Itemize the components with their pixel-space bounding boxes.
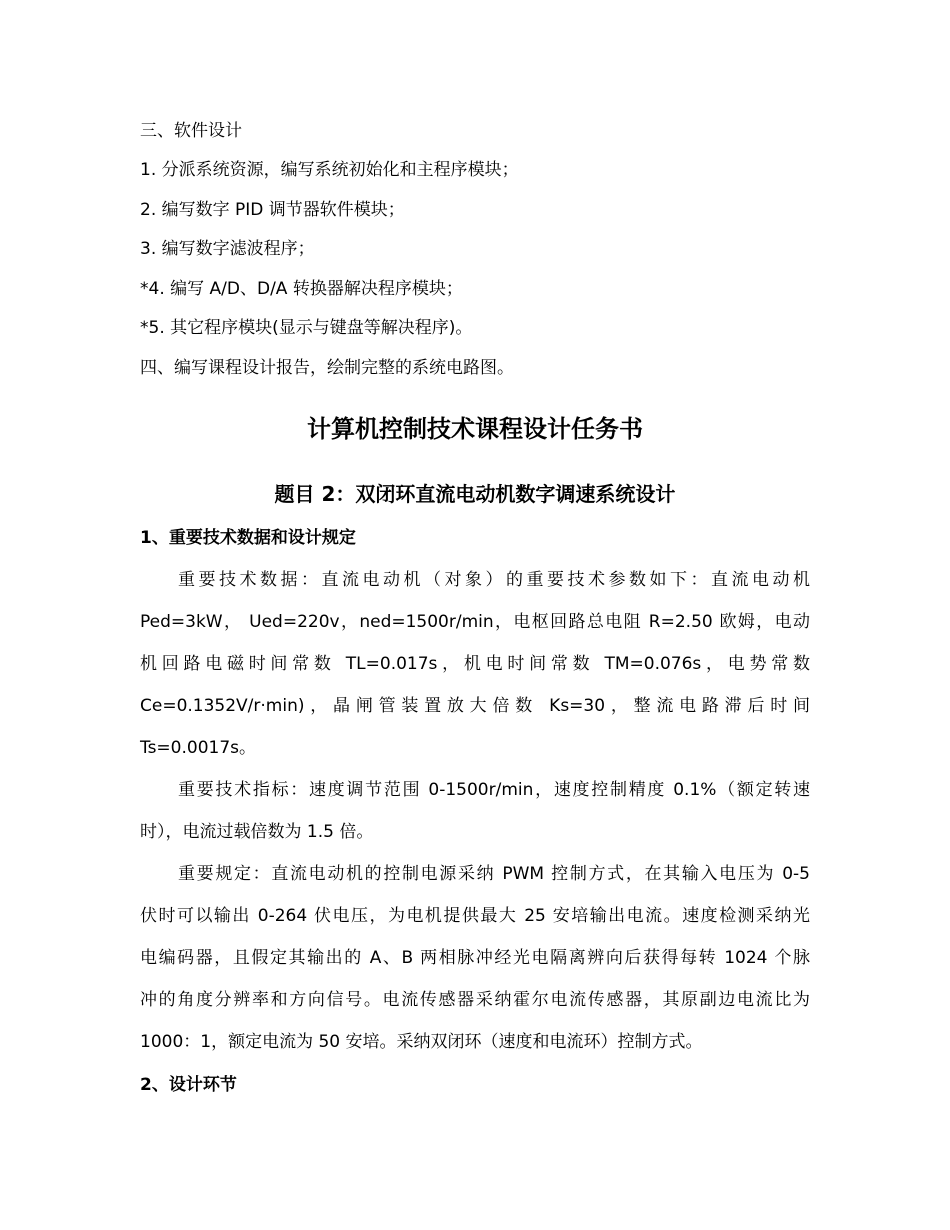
paragraph-line: 伏时可以输出 0-264 伏电压，为电机提供最大 25 安培输出电流。速度检测采纳光 bbox=[140, 906, 810, 926]
subject-title: 题目 2：双闭环直流电动机数字调速系统设计 bbox=[274, 482, 676, 506]
list-item: 3. 编写数字滤波程序； bbox=[140, 239, 315, 259]
paragraph-line: Ts=0.0017s。 bbox=[140, 738, 257, 758]
paragraph-line: 重要技术数据：直流电动机（对象）的重要技术参数如下：直流电动机 bbox=[178, 570, 810, 590]
section-heading-report: 四、编写课程设计报告，绘制完整的系统电路图。 bbox=[140, 358, 514, 378]
paragraph-line: 重要规定：直流电动机的控制电源采纳 PWM 控制方式，在其输入电压为 0-5 bbox=[178, 864, 810, 884]
section-heading-software-design: 三、软件设计 bbox=[140, 121, 242, 141]
list-item: 1. 分派系统资源，编写系统初始化和主程序模块； bbox=[140, 160, 519, 180]
list-item: 2. 编写数字 PID 调节器软件模块； bbox=[140, 200, 405, 220]
paragraph-requirements bbox=[140, 853, 810, 1063]
list-item: *4. 编写 A/D、D/A 转换器解决程序模块； bbox=[140, 279, 463, 299]
paragraph-line: 冲的角度分辨率和方向信号。电流传感器采纳霍尔电流传感器，其原副边电流比为 bbox=[140, 990, 810, 1010]
paragraph-line: 机回路电磁时间常数 TL=0.017s，机电时间常数 TM=0.076s，电势常数 bbox=[140, 654, 810, 674]
document-title: 计算机控制技术课程设计任务书 bbox=[307, 415, 643, 443]
paragraph-technical-data bbox=[140, 559, 810, 769]
paragraph-line: 重要技术指标：速度调节范围 0-1500r/min，速度控制精度 0.1%（额定转速 bbox=[178, 780, 810, 800]
section-heading-design-steps: 2、设计环节 bbox=[140, 1075, 237, 1095]
paragraph-line: Ped=3kW， Ued=220v，ned=1500r/min，电枢回路总电阻 R=2.50 欧姆，电动 bbox=[140, 612, 810, 632]
paragraph-line: Ce=0.1352V/r·min)，晶闸管装置放大倍数 Ks=30，整流电路滞后时间 bbox=[140, 696, 810, 716]
list-item: *5. 其它程序模块(显示与键盘等解决程序)。 bbox=[140, 318, 473, 338]
paragraph-line: 电编码器，且假定其输出的 A、B 两相脉冲经光电隔离辨向后获得每转 1024 个脉 bbox=[140, 948, 810, 968]
paragraph-line: 时），电流过载倍数为 1.5 倍。 bbox=[140, 822, 374, 842]
paragraph-line: 1000：1，额定电流为 50 安培。采纳双闭环（速度和电流环）控制方式。 bbox=[140, 1032, 703, 1052]
paragraph-technical-indicators bbox=[140, 769, 810, 853]
section-heading-technical-data: 1、重要技术数据和设计规定 bbox=[140, 528, 356, 548]
